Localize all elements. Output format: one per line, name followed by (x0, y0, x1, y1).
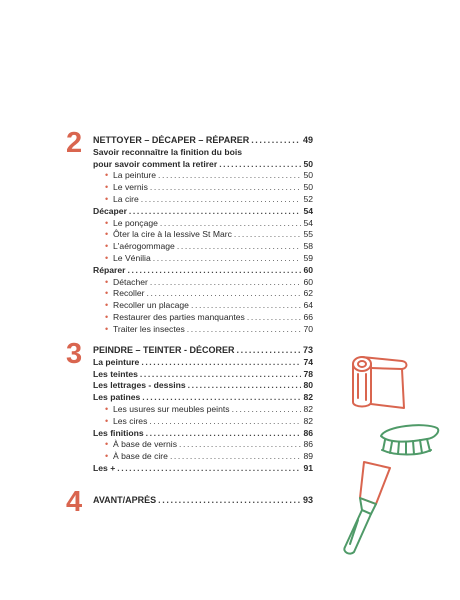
dot-leader (191, 300, 301, 312)
entry-label: PEINDRE – TEINTER - DÉCORER (93, 345, 235, 355)
page-number: 89 (303, 451, 313, 462)
page-number: 82 (303, 415, 313, 426)
entry-label: À base de cire (113, 451, 168, 462)
dot-leader (149, 416, 301, 428)
dot-leader (142, 392, 301, 404)
entry-label: Traiter les insectes (113, 323, 185, 334)
entry-label: Les patines (93, 392, 141, 403)
page-number: 49 (302, 135, 313, 145)
entry-label: Les finitions (93, 427, 144, 438)
chapter-title[interactable] (93, 495, 313, 507)
dot-leader (150, 277, 302, 289)
page-number: 91 (303, 462, 313, 473)
toc-entry[interactable] (93, 463, 313, 475)
toc-subentry[interactable] (93, 451, 313, 463)
toc-subentry[interactable] (93, 241, 313, 253)
dot-leader (160, 218, 302, 230)
bullet-icon: • (105, 229, 109, 240)
dot-leader (141, 357, 301, 369)
page-number: 50 (303, 158, 313, 169)
bullet-icon: • (105, 241, 109, 252)
bullet-icon: • (105, 323, 109, 334)
dot-leader (251, 135, 301, 147)
entry-label: Les cires (113, 415, 148, 426)
toc-entry[interactable] (93, 206, 313, 218)
dot-leader (147, 288, 302, 300)
bullet-icon: • (105, 415, 109, 426)
sandpaper-roll-icon (346, 352, 410, 414)
dot-leader (187, 324, 302, 336)
page-number: 80 (303, 380, 313, 391)
dot-leader (170, 451, 302, 463)
entry-label: Réparer (93, 264, 126, 275)
entry-label: Recoller (113, 288, 145, 299)
toc-subentry[interactable] (93, 300, 313, 312)
bullet-icon: • (105, 252, 109, 263)
toc-subentry[interactable] (93, 416, 313, 428)
bullet-icon: • (105, 439, 109, 450)
page-number: 93 (302, 495, 313, 505)
dot-leader (237, 345, 301, 357)
entry-label: Le ponçage (113, 217, 158, 228)
page-number: 70 (303, 323, 313, 334)
page-number: 60 (303, 276, 313, 287)
entry-label: Le Vénilia (113, 252, 151, 263)
chapter-entries (93, 495, 313, 507)
toc-subentry[interactable] (93, 170, 313, 182)
entry-label: Ôter la cire à la lessive St Marc (113, 229, 232, 240)
dot-leader (177, 241, 302, 253)
dot-leader (129, 206, 302, 218)
entry-label: Les + (93, 462, 116, 473)
toc-entry[interactable] (93, 369, 313, 381)
scrub-brush-icon (375, 420, 443, 458)
entry-label: Savoir reconnaître la finition du bois (93, 146, 242, 157)
bullet-icon: • (105, 403, 109, 414)
page-number: 86 (303, 439, 313, 450)
page-number: 50 (303, 182, 313, 193)
toc-entry[interactable] (93, 357, 313, 369)
chapter-entries (93, 135, 313, 336)
toc-entry[interactable] (93, 380, 313, 392)
entry-label: pour savoir comment la retirer (93, 158, 218, 169)
dot-leader (158, 495, 301, 507)
dot-leader (153, 253, 302, 265)
bullet-icon: • (105, 182, 109, 193)
putty-knife-icon (336, 458, 394, 558)
entry-label: Les teintes (93, 368, 138, 379)
toc-subentry[interactable] (93, 288, 313, 300)
chapter-entries (93, 345, 313, 475)
bullet-icon: • (105, 193, 109, 204)
toc-subentry[interactable] (93, 404, 313, 416)
chapter-number: 4 (66, 486, 83, 518)
chapter-title[interactable] (93, 345, 313, 357)
dot-leader (141, 194, 302, 206)
bullet-icon: • (105, 170, 109, 181)
toc-entry[interactable] (93, 392, 313, 404)
page-number: 74 (303, 356, 313, 367)
dot-leader (158, 170, 301, 182)
page-number: 55 (303, 229, 313, 240)
entry-label: La cire (113, 193, 139, 204)
entry-label: La peinture (113, 170, 157, 181)
bullet-icon: • (105, 276, 109, 287)
toc-subentry[interactable] (93, 194, 313, 206)
page-number: 50 (303, 170, 313, 181)
page-number: 54 (303, 205, 313, 216)
toc-subentry[interactable] (93, 218, 313, 230)
toc-entry[interactable] (93, 428, 313, 440)
dot-leader (140, 369, 302, 381)
page-number: 59 (303, 252, 313, 263)
page-number: 64 (303, 300, 313, 311)
bullet-icon: • (105, 451, 109, 462)
page-number: 86 (303, 427, 313, 438)
toc-subentry[interactable] (93, 312, 313, 324)
toc-subentry[interactable] (93, 229, 313, 241)
dot-leader (150, 182, 302, 194)
bullet-icon: • (105, 300, 109, 311)
dot-leader (117, 463, 301, 475)
entry-label: Les lettrages - dessins (93, 380, 186, 391)
entry-label: AVANT/APRÈS (93, 495, 157, 505)
page-number: 66 (303, 311, 313, 322)
chapter-title[interactable] (93, 135, 313, 147)
entry-label: Détacher (113, 276, 148, 287)
dot-leader (188, 380, 302, 392)
toc-entry[interactable] (93, 159, 313, 171)
entry-label: Restaurer des parties manquantes (113, 311, 245, 322)
chapter-number: 3 (66, 338, 83, 370)
entry-label: Le vernis (113, 182, 148, 193)
page-number: 60 (303, 264, 313, 275)
entry-label: Recoller un placage (113, 300, 189, 311)
entry-label: La peinture (93, 356, 140, 367)
toc-subentry[interactable] (93, 253, 313, 265)
dot-leader (247, 312, 302, 324)
page-number: 73 (302, 345, 313, 355)
dot-leader (179, 439, 301, 451)
page-number: 62 (303, 288, 313, 299)
page-number: 54 (303, 217, 313, 228)
page-number: 82 (303, 392, 313, 403)
bullet-icon: • (105, 311, 109, 322)
dot-leader (232, 404, 302, 416)
dot-leader (219, 159, 301, 171)
dot-leader (127, 265, 301, 277)
page-number: 82 (303, 403, 313, 414)
toc-entry[interactable] (93, 265, 313, 277)
entry-label: NETTOYER – DÉCAPER – RÉPARER (93, 135, 250, 145)
dot-leader (234, 229, 302, 241)
entry-label: Les usures sur meubles peints (113, 403, 230, 414)
toc-subentry[interactable] (93, 277, 313, 289)
dot-leader (146, 428, 302, 440)
page-number: 52 (303, 193, 313, 204)
toc-entry[interactable] (93, 147, 313, 159)
entry-label: Décaper (93, 205, 127, 216)
toc-subentry[interactable] (93, 439, 313, 451)
toc-subentry[interactable] (93, 324, 313, 336)
entry-label: L'aérogommage (113, 241, 175, 252)
bullet-icon: • (105, 217, 109, 228)
toc-subentry[interactable] (93, 182, 313, 194)
bullet-icon: • (105, 288, 109, 299)
chapter-number: 2 (66, 127, 83, 159)
entry-label: À base de vernis (113, 439, 178, 450)
page-number: 58 (303, 241, 313, 252)
page-number: 78 (303, 368, 313, 379)
